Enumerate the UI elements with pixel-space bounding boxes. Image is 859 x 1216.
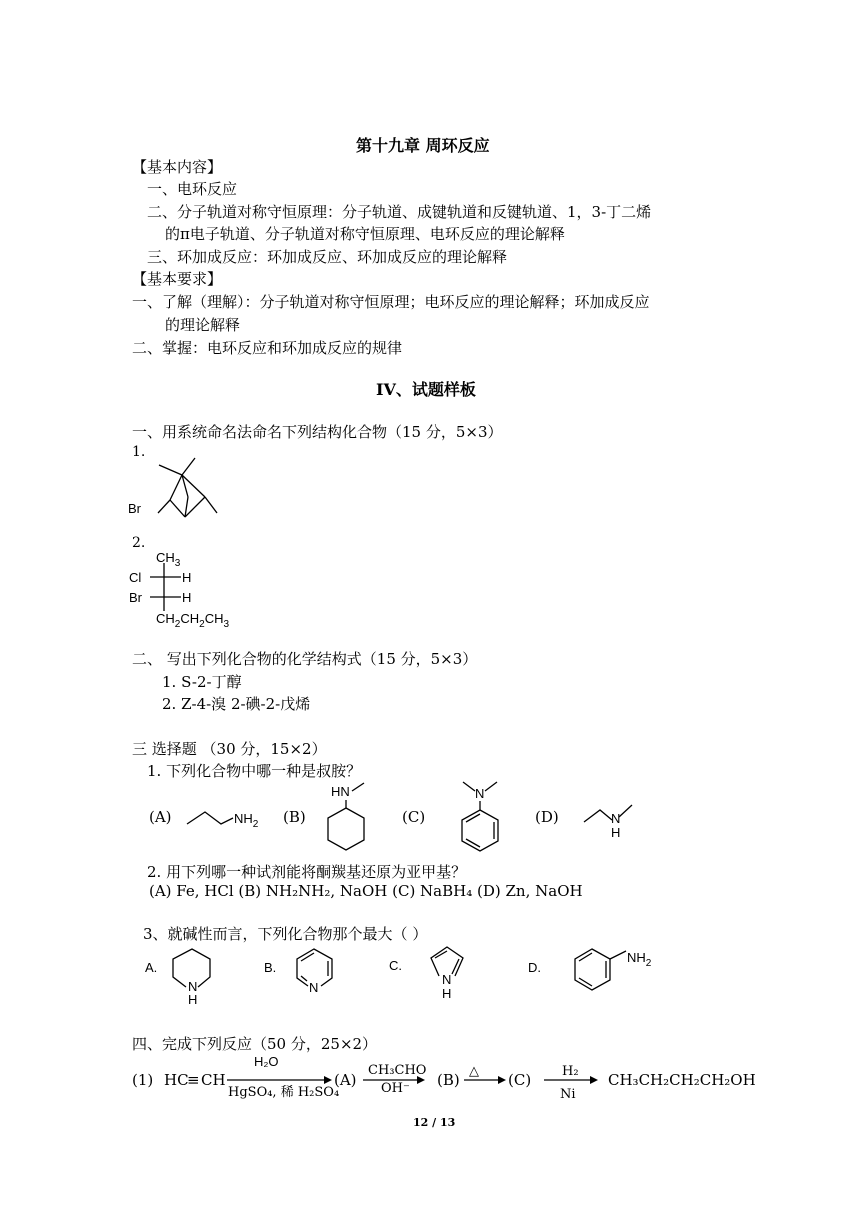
svg-text:N: N xyxy=(188,979,198,994)
svg-text:N: N xyxy=(442,972,452,987)
svg-text:NH2: $NH_2$ xyxy=(234,811,259,830)
req-item-1-cont: 的理论解释 xyxy=(165,316,241,334)
propylamine-structure xyxy=(185,800,265,830)
aniline-structure xyxy=(572,944,667,994)
option-d-label: (D) xyxy=(535,808,559,826)
q3-sub2: 2. 用下列哪一种试剂能将酮羰基还原为亚甲基？ xyxy=(147,863,467,881)
bromine-label: Br xyxy=(129,590,142,605)
svg-text:CH3: $CH_3$ xyxy=(156,550,181,569)
basic-content-heading: 【基本内容】 xyxy=(132,158,223,176)
content-item-1: 一、电环反应 xyxy=(147,180,238,198)
pyrrole-structure xyxy=(425,944,470,1002)
q2-item-2: 2. Z-4-溴 2-碘-2-戊烯 xyxy=(162,695,311,713)
option-a-label: A. xyxy=(145,960,158,975)
option-b-label: (B) xyxy=(283,808,306,826)
hydrogen-label: H xyxy=(182,590,192,605)
svg-text:OH⁻: OH⁻ xyxy=(381,1081,410,1096)
q2-item-1: 1. S-2-丁醇 xyxy=(162,673,242,691)
chapter-title: 第十九章 周环反应 xyxy=(356,136,490,155)
page-number: 12 / 13 xyxy=(413,1116,456,1129)
q3-heading: 三 选择题 （30 分，15×2） xyxy=(132,740,327,758)
q1-item-number-1: 1. xyxy=(132,444,146,460)
reaction-scheme xyxy=(130,1048,756,1108)
n-methylcyclohexylamine-structure xyxy=(322,778,382,860)
svg-text:H₂O: H₂O xyxy=(254,1054,279,1069)
svg-text:H: H xyxy=(442,986,452,1001)
svg-text:≡: ≡ xyxy=(187,1071,200,1089)
q2-heading: 二、 写出下列化合物的化学结构式（15 分，5×3） xyxy=(132,650,478,668)
piperidine-structure xyxy=(170,945,220,1007)
svg-text:CH₃CH₂CH₂CH₂OH: CH₃CH₂CH₂CH₂OH xyxy=(608,1071,756,1089)
chlorine-label: Cl xyxy=(129,570,142,585)
ethylmethylamine-structure xyxy=(582,800,642,840)
q3-sub1: 1. 下列化合物中哪一种是叔胺？ xyxy=(147,762,362,780)
q1-item-number-2: 2. xyxy=(132,535,146,551)
svg-text:HC: HC xyxy=(164,1071,189,1089)
svg-text:HgSO₄, 稀 H₂SO₄: HgSO₄, 稀 H₂SO₄ xyxy=(228,1085,340,1100)
dimethylaniline-structure xyxy=(455,778,510,860)
req-item-2: 二、掌握：电环反应和环加成反应的规律 xyxy=(132,339,403,357)
svg-text:CH2CH2CH3: $CH_2CH_2CH_3$ xyxy=(156,611,230,630)
bicyclic-structure xyxy=(125,455,225,530)
svg-text:CH₃CHO: CH₃CHO xyxy=(368,1063,427,1078)
fischer-projection xyxy=(126,549,256,634)
option-a-label: (A) xyxy=(149,808,172,826)
q3-sub2-options: (A) Fe, HCl (B) NH₂NH₂, NaOH (C) NaBH₄ (D) Zn, NaOH xyxy=(149,882,583,900)
svg-text:(A): (A) xyxy=(334,1071,357,1089)
svg-text:N: N xyxy=(611,811,621,826)
basic-req-heading: 【基本要求】 xyxy=(132,270,223,288)
hydrogen-label: H xyxy=(182,570,192,585)
content-item-3: 三、环加成反应：环加成反应、环加成反应的理论解释 xyxy=(147,248,508,266)
svg-text:CH: CH xyxy=(201,1071,226,1089)
svg-text:HN: HN xyxy=(331,784,350,799)
q3-sub3: 3、就碱性而言，下列化合物那个最大（ ） xyxy=(143,925,428,943)
content-item-2: 二、分子轨道对称守恒原理：分子轨道、成键轨道和反键轨道、1，3-丁二烯 xyxy=(147,203,652,221)
option-b-label: B. xyxy=(264,960,277,975)
svg-text:Ni: Ni xyxy=(560,1087,576,1102)
q1-heading: 一、用系统命名法命名下列结构化合物（15 分，5×3） xyxy=(132,423,503,441)
svg-text:(C): (C) xyxy=(508,1071,532,1089)
svg-text:N: N xyxy=(475,786,485,801)
bromine-label: Br xyxy=(128,501,141,516)
req-item-1: 一、了解（理解）：分子轨道对称守恒原理；电环反应的理论解释；环加成反应 xyxy=(132,293,650,311)
q4-heading: 四、完成下列反应（50 分，25×2） xyxy=(132,1035,378,1053)
section-title: IV、试题样板 xyxy=(376,380,476,399)
svg-text:H: H xyxy=(611,825,621,840)
option-d-label: D. xyxy=(528,960,541,975)
svg-text:N: N xyxy=(309,980,319,995)
pyridine-structure xyxy=(294,944,339,994)
content-item-2-cont: 的π电子轨道、分子轨道对称守恒原理、电环反应的理论解释 xyxy=(165,225,565,243)
option-c-label: C. xyxy=(389,958,402,973)
svg-text:△: △ xyxy=(469,1063,479,1078)
svg-text:H: H xyxy=(188,992,198,1007)
svg-text:(B): (B) xyxy=(437,1071,460,1089)
svg-text:NH2: $NH_2$ xyxy=(627,950,652,969)
svg-text:H₂: H₂ xyxy=(562,1064,579,1079)
svg-text:(1): (1) xyxy=(132,1071,154,1089)
option-c-label: (C) xyxy=(402,808,426,826)
